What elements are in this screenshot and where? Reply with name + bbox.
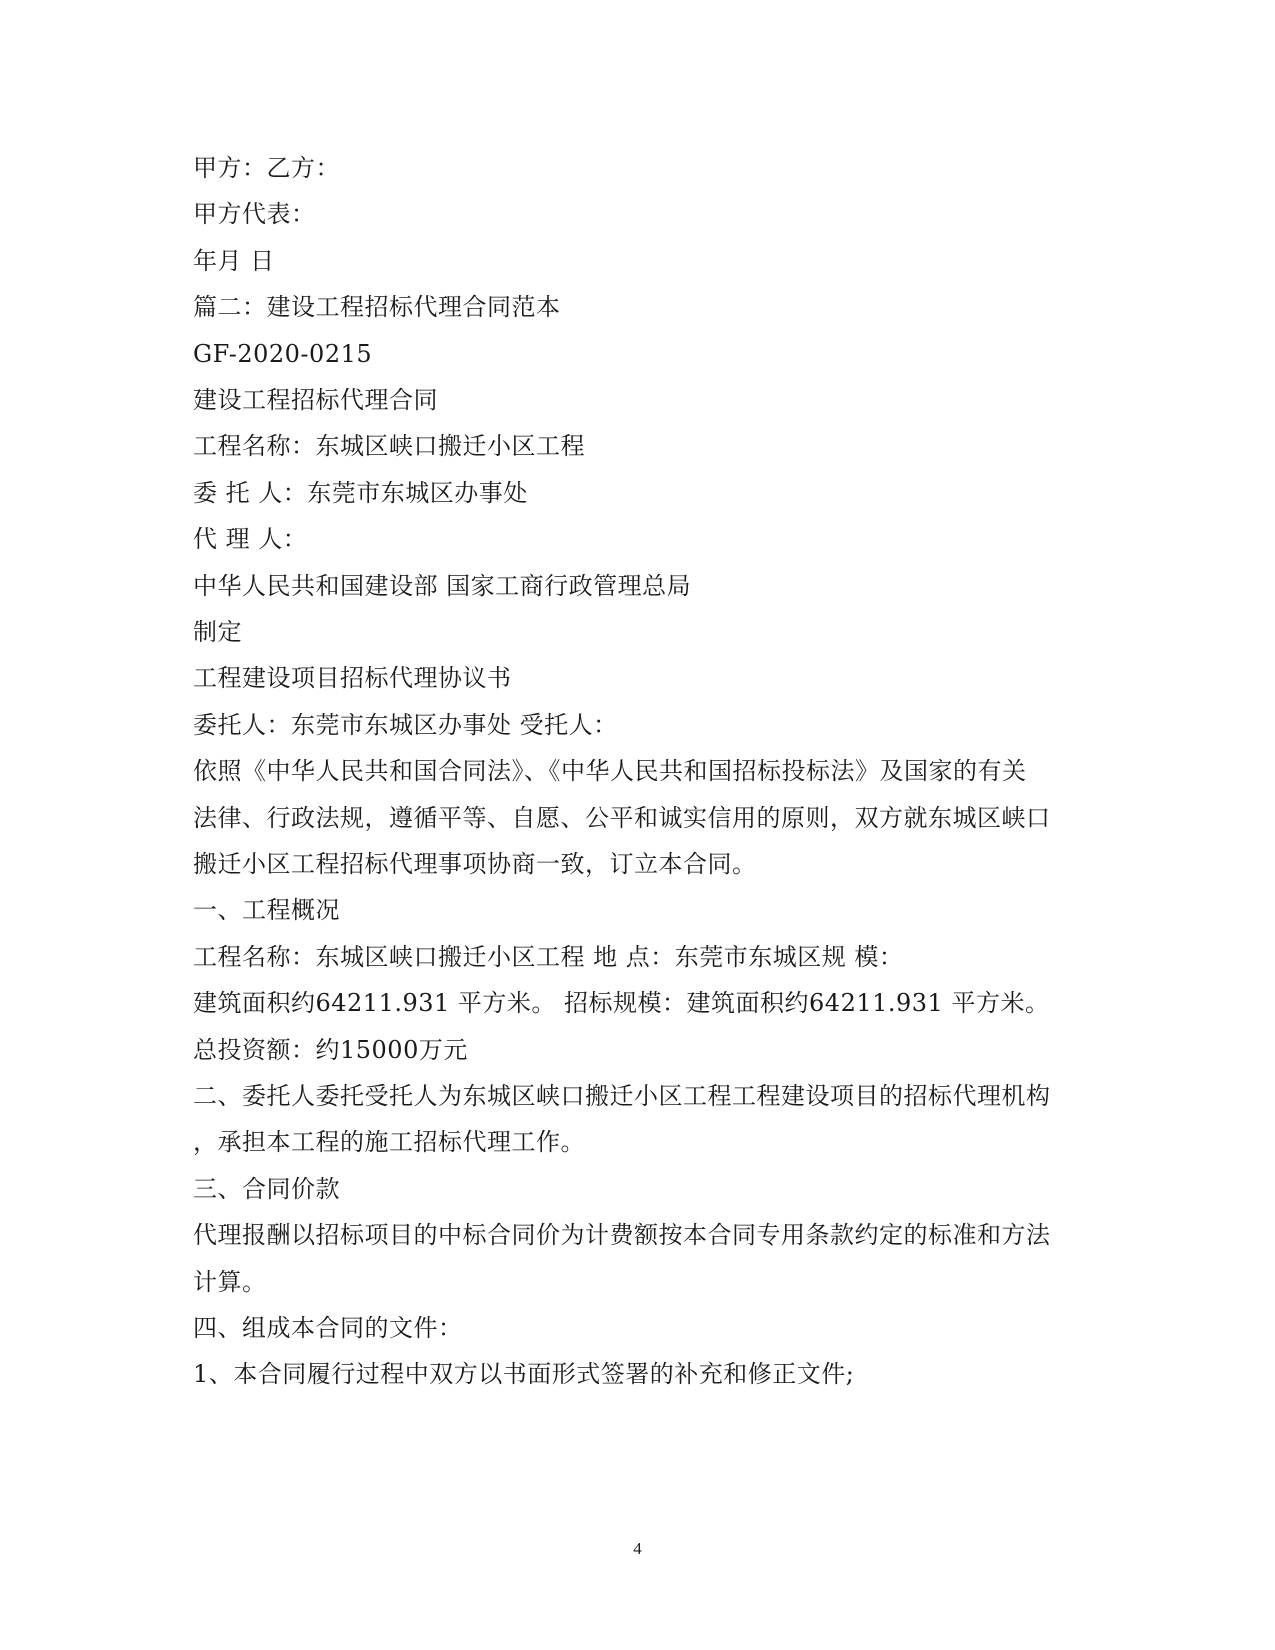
text-line: 建筑面积约64211.931 平方米。 招标规模：建筑面积约64211.931 平方米。 <box>193 989 1050 1017</box>
text-line: 工程名称：东城区峡口搬迁小区工程 地 点：东莞市东城区规 模： <box>193 943 904 971</box>
text-line: 搬迁小区工程招标代理事项协商一致，订立本合同。 <box>193 850 757 878</box>
text-line: 甲方：乙方： <box>193 154 340 182</box>
text-line: 四、组成本合同的文件： <box>193 1314 463 1342</box>
text-line: 工程建设项目招标代理协议书 <box>193 664 512 692</box>
text-line: 委 托 人：东莞市东城区办事处 <box>193 479 528 507</box>
text-line: 三、合同价款 <box>193 1175 340 1203</box>
text-line: 制定 <box>193 618 242 646</box>
text-line: 篇二：建设工程招标代理合同范本 <box>193 293 561 321</box>
text-line: 依照《中华人民共和国合同法》、《中华人民共和国招标投标法》及国家的有关 <box>193 757 1027 785</box>
text-line: 计算。 <box>193 1268 267 1296</box>
text-line: ，承担本工程的施工招标代理工作。 <box>193 1128 585 1156</box>
text-line: 工程名称：东城区峡口搬迁小区工程 <box>193 432 585 460</box>
text-line: 甲方代表： <box>193 200 316 228</box>
text-line: 年月 日 <box>193 247 275 275</box>
text-line: 法律、行政法规，遵循平等、自愿、公平和诚实信用的原则，双方就东城区峡口 <box>193 804 1051 832</box>
text-line: GF-2020-0215 <box>193 340 373 368</box>
text-line: 代理报酬以招标项目的中标合同价为计费额按本合同专用条款约定的标准和方法 <box>193 1221 1051 1249</box>
text-line: 1、本合同履行过程中双方以书面形式签署的补充和修正文件; <box>193 1360 855 1388</box>
text-line: 代 理 人： <box>193 525 308 553</box>
text-line: 委托人：东莞市东城区办事处 受托人： <box>193 711 618 739</box>
text-line: 总投资额：约15000万元 <box>193 1036 468 1064</box>
text-line: 中华人民共和国建设部 国家工商行政管理总局 <box>193 572 692 600</box>
text-line: 二、委托人委托受托人为东城区峡口搬迁小区工程工程建设项目的招标代理机构 <box>193 1082 1051 1110</box>
text-line: 一、工程概况 <box>193 896 340 924</box>
text-line: 建设工程招标代理合同 <box>193 386 438 414</box>
page-number: 4 <box>633 1539 642 1558</box>
